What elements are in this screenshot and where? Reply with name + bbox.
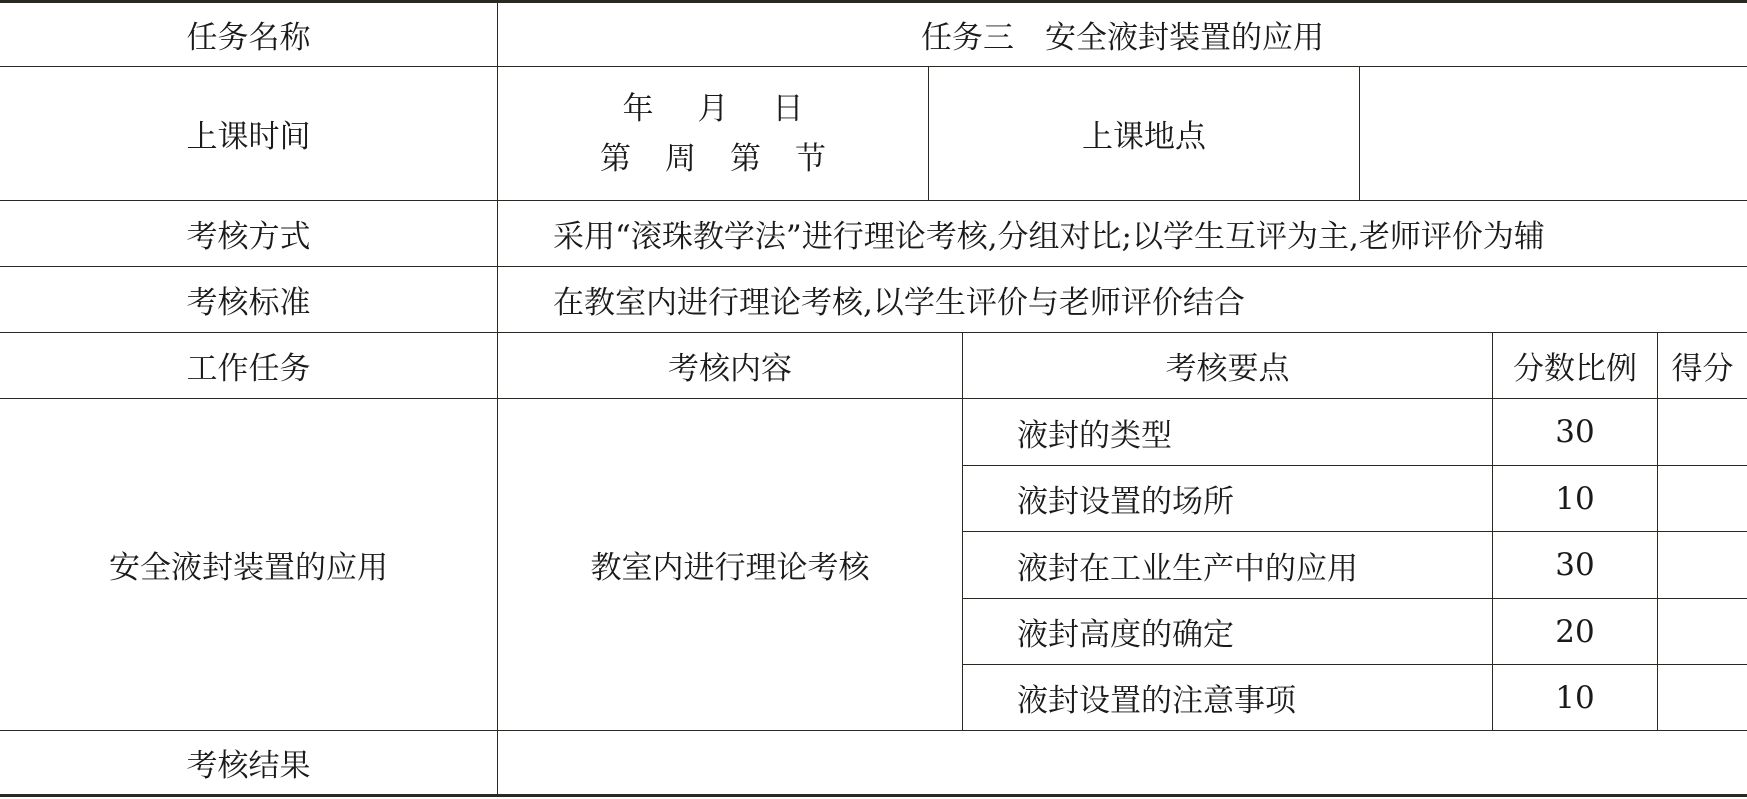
class-time-label: 上课时间 <box>186 119 311 155</box>
score-cell[interactable] <box>1658 665 1747 730</box>
score-ratio: 10 <box>1555 480 1595 517</box>
date-year-char: 年 <box>622 90 654 127</box>
week-line <box>600 134 826 184</box>
assessment-point: 液封设置的场所 <box>1017 484 1234 520</box>
task-name-value: 任务三 安全液封装置的应用 <box>921 20 1324 56</box>
score-cell[interactable] <box>1658 599 1747 664</box>
work-task-value: 安全液封装置的应用 <box>109 550 388 586</box>
header-score: 得分 <box>1671 351 1734 387</box>
week-ordinal-char: 第 <box>600 140 631 177</box>
class-location-label: 上课地点 <box>1082 119 1206 155</box>
week-char: 周 <box>665 140 696 177</box>
score-ratio: 30 <box>1555 547 1595 583</box>
score-cell[interactable] <box>1658 399 1747 465</box>
period-char: 节 <box>795 140 826 177</box>
assessment-standard-value: 在教室内进行理论考核,以学生评价与老师评价结合 <box>553 285 1245 321</box>
date-day-char: 日 <box>772 90 804 127</box>
date-month-char: 月 <box>697 90 729 127</box>
table-border-bottom <box>0 794 1747 797</box>
class-time-value <box>498 67 928 200</box>
header-score-ratio: 分数比例 <box>1513 351 1637 387</box>
score-ratio: 20 <box>1555 613 1595 650</box>
assessment-point: 液封高度的确定 <box>1017 617 1234 653</box>
assessment-point: 液封设置的注意事项 <box>1017 683 1296 719</box>
header-assessment-content: 考核内容 <box>668 351 792 387</box>
date-line <box>623 84 804 134</box>
assessment-standard-label: 考核标准 <box>186 285 311 321</box>
header-assessment-points: 考核要点 <box>1165 351 1290 387</box>
period-ordinal-char: 第 <box>730 140 761 177</box>
assessment-method-value: 采用“滚珠教学法”进行理论考核,分组对比;以学生互评为主,老师评价为辅 <box>553 219 1545 255</box>
score-ratio: 10 <box>1555 679 1595 716</box>
task-name-label: 任务名称 <box>186 20 311 56</box>
assessment-point: 液封的类型 <box>1017 417 1172 454</box>
score-cell[interactable] <box>1658 532 1747 598</box>
score-cell[interactable] <box>1658 466 1747 531</box>
assessment-point: 液封在工业生产中的应用 <box>1017 550 1358 587</box>
assessment-content-value: 教室内进行理论考核 <box>590 550 870 586</box>
assessment-result-value[interactable] <box>498 731 1747 794</box>
class-location-value <box>1360 67 1747 200</box>
header-work-task: 工作任务 <box>186 351 311 387</box>
assessment-result-label: 考核结果 <box>186 748 311 784</box>
score-ratio: 30 <box>1555 414 1595 450</box>
assessment-method-label: 考核方式 <box>186 219 311 255</box>
